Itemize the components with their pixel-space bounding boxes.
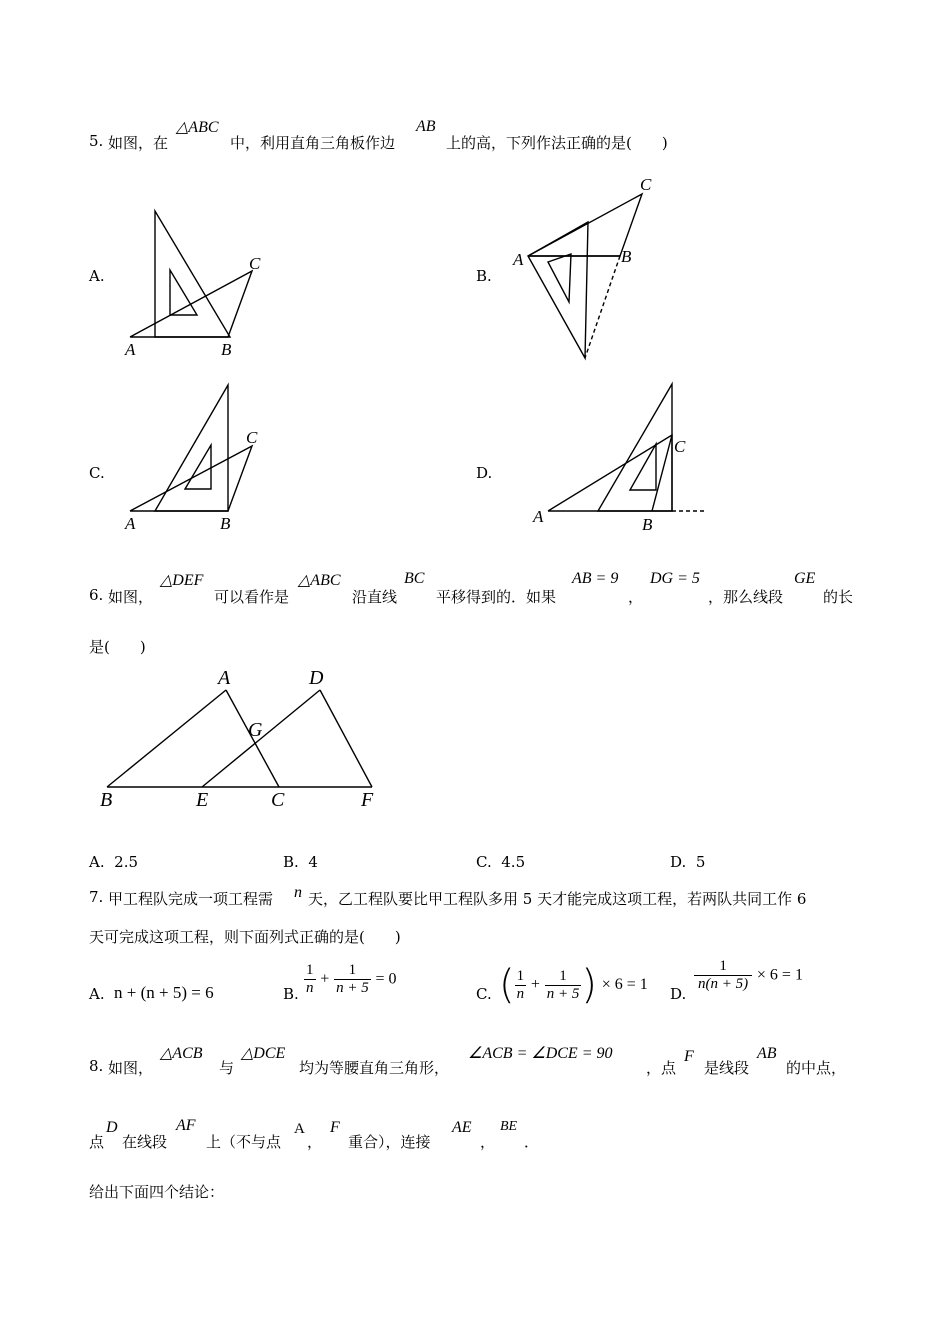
q6-eq1: AB = 9 <box>572 570 619 587</box>
q5-a-point-c: C <box>249 254 261 273</box>
q6-point-a: A <box>218 667 231 689</box>
q7-b-plus: + <box>320 970 330 988</box>
q7-c-frac1-den: n <box>516 985 525 1002</box>
q8-comma2: ， <box>480 1133 496 1151</box>
q5-c-point-c: C <box>246 428 258 447</box>
q6-option-a[interactable] <box>89 853 138 871</box>
q8-text5: 是线段 <box>704 1059 750 1077</box>
q5-text3: 上的高，下列作法正确的是( ) <box>446 134 668 152</box>
q7-option-b-label[interactable]: B. <box>283 985 299 1003</box>
q6-point-b: B <box>100 789 113 811</box>
q6-option-c-value: 4.5 <box>501 853 526 871</box>
q7-n: n <box>294 884 302 901</box>
q6-option-d-label: D. <box>670 853 687 871</box>
q6-point-g: G <box>248 719 263 741</box>
q5-triangle: △ABC <box>176 119 219 136</box>
q5-b-point-a: A <box>513 250 524 269</box>
q7-option-d-expr <box>694 958 803 993</box>
q7-option-a-label[interactable]: A. <box>89 985 105 1003</box>
q6-point-f: F <box>361 789 374 811</box>
q6-text6: 的长 <box>823 588 854 606</box>
q5-c-point-b: B <box>220 514 231 533</box>
q6-number: 6. <box>89 586 104 604</box>
q5-number: 5. <box>89 132 104 150</box>
q8-segment-be: BE <box>500 1119 518 1134</box>
q7-line1a: 甲工程队完成一项工程需 <box>108 890 274 908</box>
q5-b-point-c: C <box>640 175 652 194</box>
q7-option-c-label[interactable]: C. <box>476 985 492 1003</box>
q5-text1: 如图，在 <box>108 134 169 152</box>
q6-option-b-label: B. <box>283 853 299 871</box>
q5-side: AB <box>416 118 436 135</box>
q6-text3: 沿直线 <box>352 588 398 606</box>
q8-text4: ，点 <box>646 1059 677 1077</box>
q7-number: 7. <box>89 888 104 906</box>
q8-text1: 如图， <box>108 1059 154 1077</box>
q5-option-a-label[interactable]: A. <box>89 267 105 285</box>
q8-triangle1: △ACB <box>160 1045 203 1062</box>
q7-b-frac2 <box>334 962 371 997</box>
q8-comma: ， <box>307 1133 323 1151</box>
q7-option-a-expr: n + (n + 5) = 6 <box>114 983 214 1002</box>
q7-b-frac2-den: n + 5 <box>336 980 369 996</box>
q8-segment-af: AF <box>176 1117 196 1134</box>
q5-c-point-a: A <box>125 514 136 533</box>
q5-b-point-b: B <box>621 247 632 266</box>
q8-segment-ae: AE <box>452 1119 472 1136</box>
q8-line3: 给出下面四个结论： <box>89 1183 225 1201</box>
q8-point-d: D <box>106 1119 118 1136</box>
q6-option-a-label: A. <box>89 853 105 871</box>
q7-c-tail: × 6 = 1 <box>601 976 648 993</box>
q6-option-a-value: 2.5 <box>114 853 139 871</box>
q7-c-frac2-num: 1 <box>559 967 567 984</box>
q7-c-rparen: ) <box>581 962 597 1008</box>
q6-line: BC <box>404 570 425 587</box>
q7-c-frac1 <box>515 968 527 1003</box>
q7-b-frac1 <box>304 962 316 997</box>
q6-option-d-value: 5 <box>695 853 706 871</box>
q6-text5: ，那么线段 <box>708 588 784 606</box>
q5-d-point-c: C <box>674 437 686 456</box>
q8-point-a: A <box>294 1121 305 1137</box>
q7-d-frac-num: 1 <box>719 958 727 974</box>
q8-text6: 的中点， <box>786 1059 847 1077</box>
q7-option-d-label[interactable]: D. <box>670 985 687 1003</box>
q8-segment-ab: AB <box>757 1045 777 1062</box>
q7-d-frac-den: n(n + 5) <box>694 975 752 993</box>
q7-b-frac1-den: n <box>306 980 314 996</box>
q6-comma: ， <box>628 588 644 606</box>
q6-option-d[interactable] <box>670 853 705 871</box>
q8-line2d: 重合），连接 <box>348 1133 431 1151</box>
q8-line2a: 点 <box>89 1133 105 1151</box>
q8-angle-eq: ∠ACB = ∠DCE = 90 <box>468 1045 613 1062</box>
q6-eq2: DG = 5 <box>650 570 700 587</box>
q8-text3: 均为等腰直角三角形， <box>299 1059 450 1077</box>
q5-option-d-label[interactable]: D. <box>476 464 493 482</box>
q7-option-b-expr <box>304 962 397 997</box>
q5-option-b-label[interactable]: B. <box>476 267 492 285</box>
q6-segment: GE <box>794 570 816 587</box>
q8-number: 8. <box>89 1057 104 1075</box>
q8-line2c: 上（不与点 <box>206 1133 282 1151</box>
q5-d-point-b: B <box>642 515 653 534</box>
q6-point-c: C <box>271 789 285 811</box>
q6-option-c[interactable] <box>476 853 525 871</box>
q8-point-f: F <box>684 1048 694 1065</box>
q5-a-point-b: B <box>221 340 232 359</box>
q7-c-frac1-num: 1 <box>516 967 525 984</box>
q7-d-tail: × 6 = 1 <box>756 966 803 984</box>
q5-text2: 中，利用直角三角板作边 <box>230 134 396 152</box>
q7-c-frac2-den: n + 5 <box>546 985 580 1002</box>
q7-b-frac2-num: 1 <box>348 962 357 978</box>
q8-period: ． <box>524 1133 540 1151</box>
q6-text7: 是( ) <box>89 638 146 656</box>
q8-point-f2: F <box>330 1119 340 1136</box>
q6-text2: 可以看作是 <box>214 588 290 606</box>
q7-line1b: 天，乙工程队要比甲工程队多用 5 天才能完成这项工程，若两队共同工作 6 <box>308 890 807 908</box>
q8-text2: 与 <box>219 1059 235 1077</box>
q6-option-c-label: C. <box>476 853 492 871</box>
q7-c-lparen: ( <box>499 962 515 1008</box>
q5-a-point-a: A <box>125 340 136 359</box>
q6-triangle1: △DEF <box>160 572 204 589</box>
q6-text1: 如图， <box>108 588 154 606</box>
q8-triangle2: △DCE <box>241 1045 286 1062</box>
q7-d-frac <box>694 958 752 993</box>
q6-option-b-value: 4 <box>308 853 318 871</box>
q7-c-frac2 <box>545 968 582 1003</box>
q5-option-c-label[interactable]: C. <box>89 464 105 482</box>
q5-d-point-a: A <box>533 507 544 526</box>
q6-point-e: E <box>196 789 209 811</box>
q7-line2: 天可完成这项工程，则下面列式正确的是( ) <box>89 928 401 946</box>
q6-point-d: D <box>309 667 324 689</box>
q8-line2b: 在线段 <box>122 1133 168 1151</box>
q7-option-c-expr <box>499 962 648 1008</box>
q7-b-tail: = 0 <box>375 970 397 988</box>
q6-triangle2: △ABC <box>298 572 341 589</box>
q7-b-frac1-num: 1 <box>306 962 314 978</box>
q6-text4: 平移得到的．如果 <box>436 588 557 606</box>
q6-option-b[interactable] <box>283 853 318 871</box>
q7-c-plus: + <box>530 976 540 993</box>
